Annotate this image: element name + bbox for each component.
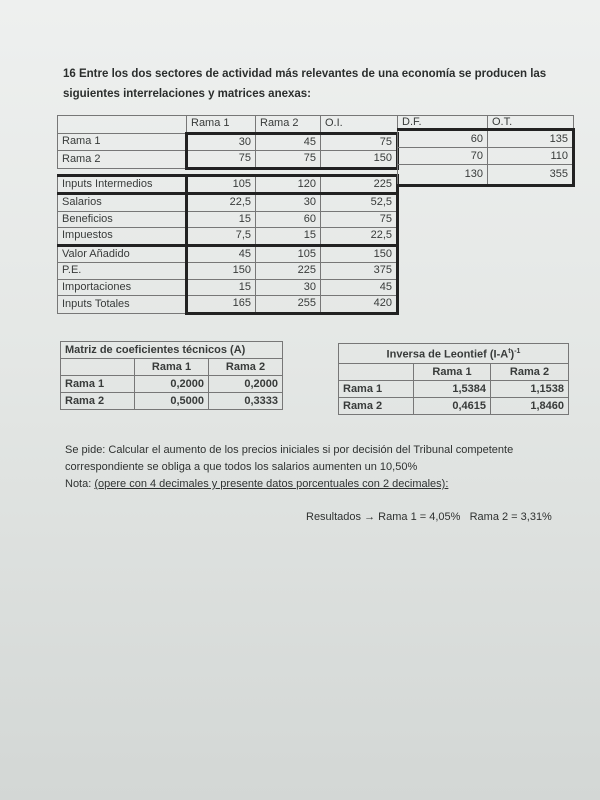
table-row bbox=[61, 376, 283, 393]
cell: 110 bbox=[488, 148, 574, 165]
row-label: Salarios bbox=[58, 194, 187, 212]
header-cell: Rama 2 bbox=[256, 116, 321, 134]
cell: 0,5000 bbox=[135, 393, 209, 410]
cell: 75 bbox=[187, 151, 256, 169]
cell: 45 bbox=[321, 279, 398, 296]
header-cell bbox=[58, 116, 187, 134]
row-label: Importaciones bbox=[58, 279, 187, 296]
title-superscript: -1 bbox=[514, 348, 521, 355]
cell: 375 bbox=[321, 263, 398, 280]
cell: 225 bbox=[256, 263, 321, 280]
cell: 1,5384 bbox=[414, 380, 491, 397]
cell: 255 bbox=[256, 296, 321, 314]
table-row bbox=[58, 245, 398, 263]
header-cell: O.I. bbox=[321, 116, 398, 134]
table-row bbox=[58, 263, 398, 280]
cell: 150 bbox=[321, 151, 398, 169]
cell: 0,4615 bbox=[414, 397, 491, 414]
table-row bbox=[58, 133, 398, 151]
row-label: Rama 2 bbox=[61, 393, 135, 410]
question-line: Se pide: Calcular el aumento de los precios iniciales si por decisión del Tribunal competente bbox=[65, 444, 514, 456]
table-row bbox=[58, 151, 398, 169]
cell: 7,5 bbox=[187, 228, 256, 246]
cell: 355 bbox=[488, 165, 574, 186]
question-block bbox=[65, 442, 513, 493]
title-text: Inversa de Leontief (I-A bbox=[386, 348, 509, 361]
table-row bbox=[61, 393, 283, 410]
cell: 15 bbox=[187, 211, 256, 228]
cell: 15 bbox=[256, 228, 321, 246]
cell: 0,2000 bbox=[135, 376, 209, 393]
cell: 0,2000 bbox=[209, 376, 283, 393]
row-label: Valor Añadido bbox=[58, 245, 187, 263]
cell: 60 bbox=[256, 211, 321, 228]
row-label: Rama 2 bbox=[58, 151, 187, 169]
row-label: Rama 2 bbox=[339, 397, 414, 414]
results-label: Resultados bbox=[306, 511, 362, 523]
row-label: Inputs Totales bbox=[58, 296, 187, 314]
leontief-inverse-table bbox=[338, 343, 569, 415]
row-label: P.E. bbox=[58, 263, 187, 280]
note-line bbox=[65, 476, 513, 493]
results-line bbox=[306, 509, 552, 526]
result-rama1: Rama 1 = 4,05% bbox=[378, 511, 461, 523]
cell: 130 bbox=[398, 165, 488, 186]
header-cell: Rama 2 bbox=[209, 359, 283, 376]
table-row bbox=[398, 165, 574, 186]
cell: 120 bbox=[256, 175, 321, 194]
table-row bbox=[398, 130, 574, 148]
cell: 150 bbox=[187, 263, 256, 280]
table-row bbox=[339, 380, 569, 397]
cell: 75 bbox=[321, 211, 398, 228]
cell: 75 bbox=[256, 151, 321, 169]
header-cell: D.F. bbox=[398, 116, 488, 130]
cell: 1,8460 bbox=[491, 397, 569, 414]
row-label: Rama 1 bbox=[61, 376, 135, 393]
cell: 45 bbox=[256, 133, 321, 151]
cell: 52,5 bbox=[321, 194, 398, 212]
header-cell: Rama 1 bbox=[414, 363, 491, 380]
table-row bbox=[58, 194, 398, 212]
header-cell: O.T. bbox=[488, 116, 574, 130]
note-text: (opere con 4 decimales y presente datos porcentuales con 2 decimales): bbox=[94, 478, 449, 490]
header-cell: Rama 1 bbox=[135, 359, 209, 376]
table-row bbox=[58, 211, 398, 228]
cell: 70 bbox=[398, 148, 488, 165]
cell: 150 bbox=[321, 245, 398, 263]
cell: 165 bbox=[187, 296, 256, 314]
table-header-row bbox=[339, 363, 569, 380]
final-demand-table bbox=[397, 115, 575, 187]
cell: 1,1538 bbox=[491, 380, 569, 397]
cell: 420 bbox=[321, 296, 398, 314]
cell: 45 bbox=[187, 245, 256, 263]
table-row bbox=[398, 148, 574, 165]
table-title: Matriz de coeficientes técnicos (A) bbox=[61, 342, 283, 359]
header-cell: Rama 2 bbox=[491, 363, 569, 380]
result-rama2: Rama 2 = 3,31% bbox=[469, 511, 552, 523]
cell: 30 bbox=[187, 133, 256, 151]
row-label: Beneficios bbox=[58, 211, 187, 228]
table-header-row bbox=[58, 116, 398, 134]
header-cell: Rama 1 bbox=[187, 116, 256, 134]
note-label: Nota: bbox=[65, 478, 95, 490]
cell: 30 bbox=[256, 279, 321, 296]
input-output-table bbox=[57, 115, 399, 315]
header-cell bbox=[339, 363, 414, 380]
row-label: Impuestos bbox=[58, 228, 187, 246]
cell: 30 bbox=[256, 194, 321, 212]
cell: 22,5 bbox=[187, 194, 256, 212]
cell: 105 bbox=[187, 175, 256, 194]
cell: 60 bbox=[398, 130, 488, 148]
question-line: correspondiente se obliga a que todos los salarios aumenten un 10,50% bbox=[65, 461, 418, 473]
title-text: ) bbox=[510, 348, 515, 361]
cell: 0,3333 bbox=[209, 393, 283, 410]
table-header-row bbox=[61, 359, 283, 376]
table-row bbox=[58, 175, 398, 194]
table-row bbox=[339, 397, 569, 414]
row-label: Rama 1 bbox=[58, 133, 187, 151]
exercise-title: 16 Entre los dos sectores de actividad más relevantes de una economía se producen las siguientes interrelaciones y matrices anexas: bbox=[63, 68, 547, 100]
table-row bbox=[58, 279, 398, 296]
cell: 75 bbox=[321, 133, 398, 151]
cell: 22,5 bbox=[321, 228, 398, 246]
table-header-row bbox=[398, 116, 574, 130]
row-label: Rama 1 bbox=[339, 380, 414, 397]
header-cell bbox=[61, 359, 135, 376]
arrow-right-icon: → bbox=[364, 511, 376, 523]
technical-coefficients-table bbox=[60, 341, 283, 410]
cell: 105 bbox=[256, 245, 321, 263]
table-title bbox=[339, 344, 569, 364]
row-label: Inputs Intermedios bbox=[58, 175, 187, 194]
table-row bbox=[58, 296, 398, 314]
title-superscript: t bbox=[508, 348, 511, 355]
cell: 225 bbox=[321, 175, 398, 194]
cell: 135 bbox=[488, 130, 574, 148]
table-row bbox=[58, 228, 398, 246]
cell: 15 bbox=[187, 279, 256, 296]
